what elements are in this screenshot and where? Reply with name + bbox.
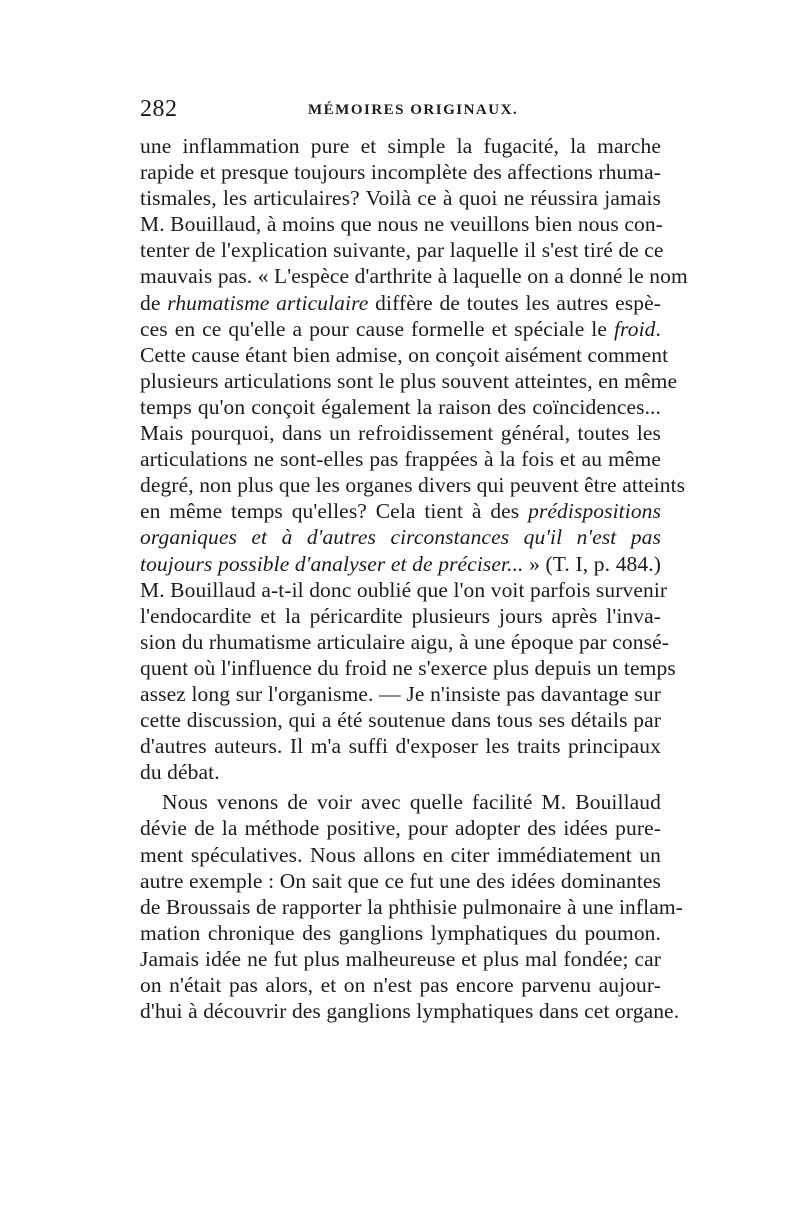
text-line: tismales, les articulaires? Voilà ce à quoi ne réussira jamais [140,186,661,211]
text-line: ment spéculatives. Nous allons en citer immédiatement un [140,842,661,867]
text-line: mation chronique des ganglions lymphatiques du poumon. [140,920,661,945]
text-line: quent où l'influence du froid ne s'exerce plus depuis un temps [140,655,676,680]
italic-text: toujours possible d'analyser et de préciser... [140,551,524,576]
text-line [140,524,661,550]
body-text [140,133,688,1024]
text-line: rapide et presque toujours incomplète des affections rhuma- [140,160,661,185]
text-line [140,316,661,342]
text-line: Cette cause étant bien admise, on conçoit aisément comment [140,342,669,367]
text-line: dévie de la méthode positive, pour adopter des idées pure- [140,816,661,841]
running-head [140,96,660,126]
italic-text: organiques et à d'autres circonstances qu'il n'est pas [140,525,661,550]
text-line: Jamais idée ne fut plus malheureuse et plus mal fondée; car [140,946,661,971]
text-line: tenter de l'explication suivante, par laquelle il s'est tiré de ce [140,238,664,263]
italic-text: froid [613,316,656,341]
text-line: cette discussion, qui a été soutenue dans tous ses détails par [140,708,661,733]
text-line [140,551,661,577]
text-line [140,290,661,316]
text-line: sion du rhumatisme articulaire aigu, à une époque par consé- [140,629,669,654]
text-line: de Broussais de rapporter la phthisie pulmonaire à une inflam- [140,894,683,919]
text-run: » (T. I, p. 484.) [523,551,661,576]
text-line: on n'était pas alors, et on n'est pas encore parvenu aujour- [140,973,661,997]
text-line: d'autres auteurs. Il m'a suffi d'exposer les traits principaux [140,734,661,759]
text-line: d'hui à découvrir des ganglions lymphatiques dans cet organe. [140,999,680,1024]
paragraph [140,133,688,785]
text-line: l'endocardite et la péricardite plusieurs jours après l'inva- [140,603,661,628]
text-line: M. Bouillaud a-t-il donc oublié que l'on voit parfois survenir [140,577,668,602]
text-line: du débat. [140,760,220,785]
text-line [140,498,661,524]
italic-text: prédispositions [528,499,661,524]
paragraph [140,789,683,1024]
page-number: 282 [140,96,178,122]
text-line: articulations ne sont-elles pas frappées à la fois et au même [140,447,661,472]
text-run: de [140,290,168,315]
text-run: . [655,316,661,341]
text-line: Nous venons de voir avec quelle facilité M. Bouillaud [162,790,661,815]
text-run: diffère de toutes les autres espè- [368,290,661,315]
text-line: Mais pourquoi, dans un refroidissement général, toutes les [140,421,661,446]
text-line: assez long sur l'organisme. — Je n'insiste pas davantage sur [140,681,661,706]
italic-text: rhumatisme articulaire [167,290,369,315]
text-run: ces en ce qu'elle a pour cause formelle et spéciale le [140,316,614,341]
text-line: temps qu'on conçoit également la raison des coïncidences... [140,394,661,419]
text-line: plusieurs articulations sont le plus souvent atteintes, en même [140,368,678,393]
running-title: MÉMOIRES ORIGINAUX. [308,102,519,118]
text-run: en même temps qu'elles? Cela tient à des [140,499,529,524]
text-line: mauvais pas. « L'espèce d'arthrite à laquelle on a donné le nom [140,264,688,289]
text-line: autre exemple : On sait que ce fut une des idées dominantes [140,868,661,893]
text-line: une inflammation pure et simple la fugacité, la marche [140,134,661,158]
text-line: M. Bouillaud, à moins que nous ne veuillons bien nous con- [140,212,663,237]
text-line: degré, non plus que les organes divers qui peuvent être atteints [140,473,686,498]
